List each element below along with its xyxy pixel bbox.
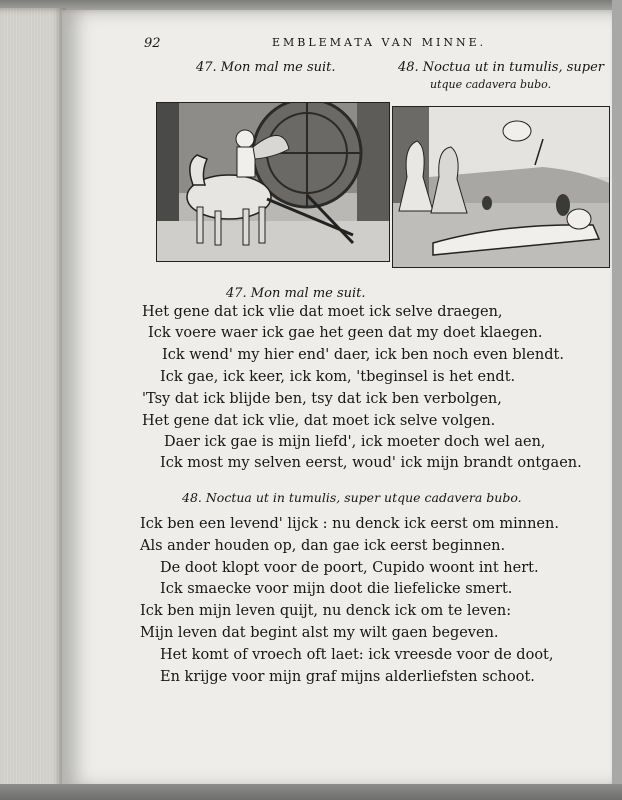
verse-line: Het gene dat ick vlie dat moet ick selve draegen, — [142, 304, 503, 320]
engraving-dead-man-owl-image — [393, 107, 609, 267]
book-page-edges — [0, 8, 66, 798]
engraving-plate-dead-man-owl — [392, 106, 610, 268]
page-number: 92 — [144, 36, 161, 51]
verse-line: Als ander houden op, dan gae ick eerst beginnen. — [140, 538, 506, 554]
verse-line: Mijn leven dat begint alst my wilt gaen begeven. — [140, 625, 499, 641]
emblem-caption-48: 48. Noctua ut in tumulis, super — [398, 60, 604, 75]
header-title: EMBLEMATA VAN MINNE. — [272, 36, 487, 49]
verse-line: Ick most my selven eerst, woud' ick mijn brandt ontgaen. — [160, 455, 582, 471]
verse-line: En krijge voor mijn graf mijns alderliefsten schoot. — [160, 669, 535, 685]
verse-line: Ick ben een levend' lijck : nu denck ick eerst om minnen. — [140, 516, 559, 532]
poem-47-heading: 47. Mon mal me suit. — [226, 286, 366, 301]
verse-line: Ick wend' my hier end' daer, ick ben noch even blendt. — [162, 347, 564, 363]
verse-line: De doot klopt voor de poort, Cupido woont int hert. — [160, 560, 539, 576]
verse-line: Ick smaecke voor mijn doot die liefelicke smert. — [160, 581, 513, 597]
verse-line: Ick voere waer ick gae het geen dat my doet klaegen. — [148, 325, 543, 341]
verse-line: 'Tsy dat ick blijde ben, tsy dat ick ben verbolgen, — [142, 391, 502, 407]
engraving-plate-cupid-horse — [156, 102, 390, 262]
emblem-caption-47: 47. Mon mal me suit. — [196, 60, 336, 75]
verse-line: Ick gae, ick keer, ick kom, 'tbeginsel is het endt. — [160, 369, 516, 385]
book-right-edge — [612, 0, 622, 800]
verse-line: Ick ben mijn leven quijt, nu denck ick om te leven: — [140, 603, 512, 619]
poem-48-heading: 48. Noctua ut in tumulis, super utque cadavera bubo. — [182, 490, 522, 505]
emblem-caption-48-continued: utque cadavera bubo. — [430, 78, 552, 91]
verse-line: Het gene dat ick vlie, dat moet ick selve volgen. — [142, 413, 496, 429]
engraving-cupid-horse-image — [157, 103, 389, 261]
book-bottom-shadow — [0, 784, 622, 800]
verse-line: Het komt of vroech oft laet: ick vreesde voor de doot, — [160, 647, 554, 663]
verse-line: Daer ick gae is mijn liefd', ick moeter doch wel aen, — [164, 434, 546, 450]
